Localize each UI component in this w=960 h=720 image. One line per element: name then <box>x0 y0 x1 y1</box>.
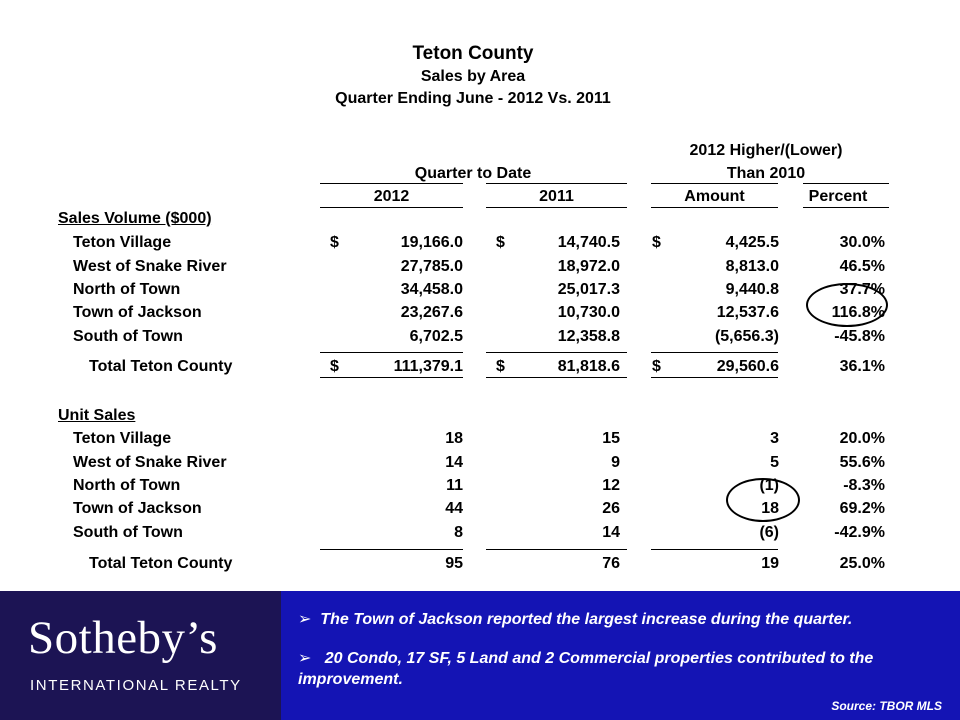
volume-amount-value: (5,656.3) <box>714 328 779 345</box>
column-rule-2012 <box>320 207 463 208</box>
volume-2011-value: 25,017.3 <box>557 281 620 298</box>
unit-subtotal-rule-2012 <box>320 549 463 550</box>
volume-percent-value: 30.0% <box>839 234 885 251</box>
change-header-line1: 2012 Higher/(Lower) <box>689 142 843 159</box>
unit-2012-value: 18 <box>445 430 463 447</box>
unit-row-area: North of Town <box>73 477 181 494</box>
volume-row-area: West of Snake River <box>73 258 227 275</box>
sales-volume-section-label: Sales Volume ($000) <box>58 210 212 227</box>
volume-amount-value: 8,813.0 <box>725 258 779 275</box>
volume-total-label: Total Teton County <box>89 358 233 375</box>
source-note: Source: TBOR MLS <box>831 699 942 713</box>
report-subtitle: Sales by Area <box>420 68 526 85</box>
header-rule-2011 <box>486 183 627 184</box>
volume-2011-value: 14,740.5 <box>557 234 620 251</box>
volume-total-dollar-sign-2012: $ <box>330 358 339 375</box>
volume-subtotal-rule-amount <box>651 352 778 353</box>
notes-panel <box>281 591 960 720</box>
unit-percent-value: -42.9% <box>834 524 885 541</box>
volume-row-area: South of Town <box>73 328 183 345</box>
highlight-circle-town-of-jackson-percent <box>806 283 888 327</box>
note-bullet-1 <box>298 609 948 630</box>
unit-2011-value: 9 <box>611 454 620 471</box>
unit-sales-section-label: Unit Sales <box>58 407 136 424</box>
volume-subtotal-rule-2011 <box>486 352 627 353</box>
unit-amount-value: (1) <box>759 477 779 494</box>
unit-2011-value: 14 <box>602 524 620 541</box>
volume-total-dollar-sign-amount: $ <box>652 358 661 375</box>
unit-2011-value: 26 <box>602 500 620 517</box>
unit-row-area: South of Town <box>73 524 183 541</box>
volume-percent-value: -45.8% <box>834 328 885 345</box>
unit-percent-value: 55.6% <box>839 454 885 471</box>
volume-row-area: Teton Village <box>73 234 172 251</box>
highlight-circle-town-of-jackson-units <box>726 478 800 522</box>
unit-subtotal-rule-amount <box>651 549 778 550</box>
column-rule-amount <box>651 207 778 208</box>
volume-subtotal-rule-2012 <box>320 352 463 353</box>
note-text-1: The Town of Jackson reported the largest increase during the quarter. <box>320 611 853 628</box>
header-rule-amount <box>651 183 778 184</box>
unit-subtotal-rule-2011 <box>486 549 627 550</box>
volume-2012-value: 23,267.6 <box>400 304 463 321</box>
volume-dollar-sign-2012: $ <box>330 234 339 251</box>
sothebys-logo-tagline: INTERNATIONAL REALTY <box>30 677 242 694</box>
volume-percent-value: 37.7% <box>839 281 885 298</box>
volume-row-area: North of Town <box>73 281 181 298</box>
sothebys-logo-wordmark: Sotheby’s <box>28 612 218 664</box>
note-text-2: 20 Condo, 17 SF, 5 Land and 2 Commercial properties contributed to the improvement. <box>298 650 874 688</box>
volume-percent-value: 116.8% <box>831 304 885 321</box>
volume-total-2011: 81,818.6 <box>557 358 620 375</box>
unit-row-area: West of Snake River <box>73 454 227 471</box>
header-rule-2012 <box>320 183 463 184</box>
unit-amount-value: 5 <box>770 454 779 471</box>
volume-2011-value: 12,358.8 <box>557 328 620 345</box>
volume-row-area: Town of Jackson <box>73 304 202 321</box>
arrow-bullet-icon: ➢ <box>298 611 312 628</box>
volume-2012-value: 27,785.0 <box>400 258 463 275</box>
column-header-2012: 2012 <box>373 188 410 205</box>
quarter-to-date-header: Quarter to Date <box>414 165 532 182</box>
unit-2012-value: 14 <box>445 454 463 471</box>
volume-total-underline-2012 <box>320 377 463 378</box>
volume-total-2012: 111,379.1 <box>393 358 463 375</box>
report-title-block <box>0 42 946 110</box>
unit-total-2012: 95 <box>445 555 463 572</box>
volume-total-amount: 29,560.6 <box>716 358 779 375</box>
unit-amount-value: 3 <box>770 430 779 447</box>
header-rule-percent <box>803 183 889 184</box>
volume-2012-value: 19,166.0 <box>400 234 463 251</box>
unit-total-percent: 25.0% <box>839 555 885 572</box>
note-bullet-2 <box>298 648 948 690</box>
unit-row-area: Town of Jackson <box>73 500 202 517</box>
change-header-line2: Than 2010 <box>726 165 806 182</box>
volume-total-underline-2011 <box>486 377 627 378</box>
unit-total-amount: 19 <box>761 555 779 572</box>
volume-2012-value: 34,458.0 <box>400 281 463 298</box>
volume-amount-value: 9,440.8 <box>725 281 779 298</box>
unit-row-area: Teton Village <box>73 430 172 447</box>
unit-total-2011: 76 <box>602 555 620 572</box>
unit-percent-value: 69.2% <box>839 500 885 517</box>
volume-percent-value: 46.5% <box>839 258 885 275</box>
column-rule-2011 <box>486 207 627 208</box>
volume-dollar-sign-amount: $ <box>652 234 661 251</box>
column-header-2011: 2011 <box>539 188 574 205</box>
unit-amount-value: (6) <box>759 524 779 541</box>
volume-dollar-sign-2011: $ <box>496 234 505 251</box>
volume-total-underline-amount <box>651 377 778 378</box>
unit-total-label: Total Teton County <box>89 555 233 572</box>
arrow-bullet-icon: ➢ <box>298 650 312 667</box>
unit-percent-value: -8.3% <box>843 477 885 494</box>
report-title: Teton County <box>412 43 534 64</box>
unit-percent-value: 20.0% <box>839 430 885 447</box>
volume-amount-value: 12,537.6 <box>716 304 779 321</box>
volume-2011-value: 10,730.0 <box>557 304 620 321</box>
volume-amount-value: 4,425.5 <box>725 234 779 251</box>
column-header-amount: Amount <box>684 188 745 205</box>
column-header-percent: Percent <box>808 188 868 205</box>
unit-amount-value: 18 <box>761 500 779 517</box>
unit-2012-value: 11 <box>446 477 463 494</box>
volume-2011-value: 18,972.0 <box>557 258 620 275</box>
unit-2011-value: 15 <box>602 430 620 447</box>
unit-2012-value: 8 <box>454 524 463 541</box>
unit-2011-value: 12 <box>602 477 620 494</box>
volume-total-dollar-sign-2011: $ <box>496 358 505 375</box>
volume-2012-value: 6,702.5 <box>409 328 463 345</box>
column-rule-percent <box>803 207 889 208</box>
unit-2012-value: 44 <box>445 500 463 517</box>
volume-total-percent: 36.1% <box>839 358 885 375</box>
report-period: Quarter Ending June - 2012 Vs. 2011 <box>335 90 611 107</box>
